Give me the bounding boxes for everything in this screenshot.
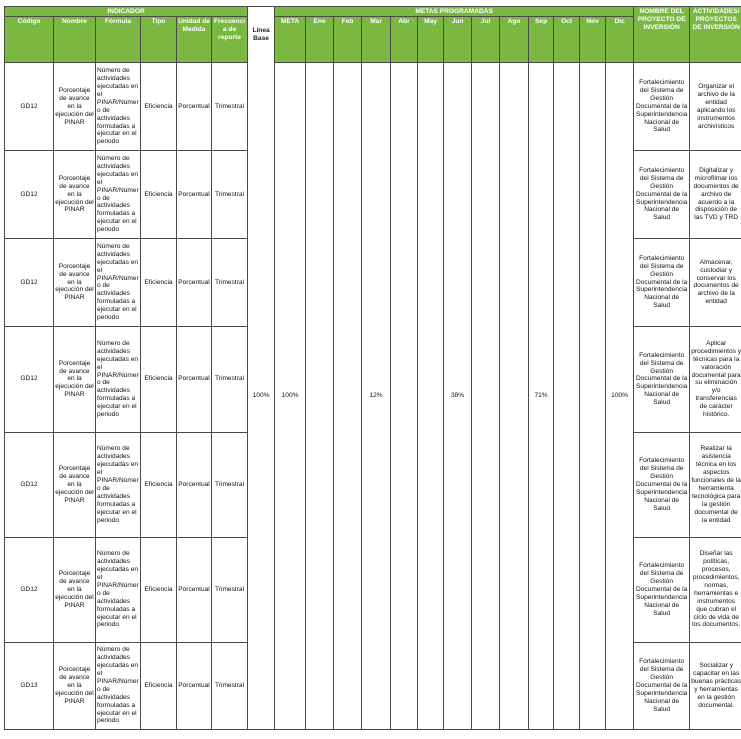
- tipo-header: Tipo: [141, 17, 177, 63]
- month-header: Jul: [472, 17, 500, 63]
- nombre-cell: Porcentaje de avance en la ejecución del PINAR: [54, 63, 96, 151]
- frecuencia-cell: Trimestral: [212, 538, 248, 642]
- frecuencia-cell: Trimestral: [212, 327, 248, 432]
- nombre-cell: Porcentaje de avance en la ejecución del PINAR: [54, 238, 96, 326]
- codigo-cell: GD12: [5, 238, 54, 326]
- tipo-cell: Eficiencia: [141, 432, 177, 537]
- unidad-cell: Porcentual: [177, 642, 212, 729]
- codigo-cell: GD13: [5, 642, 54, 729]
- frecuencia-cell: Trimestral: [212, 63, 248, 151]
- unidad-cell: Porcentual: [177, 327, 212, 432]
- actividades-header: ACTIVIDADES/ PROYECTOS DE INVERSIÓN: [690, 7, 741, 63]
- actividad-cell: Digitalizar y microfilmar los documentos de archivo de acuerdo a la disposición de las TVD y TRD: [690, 151, 741, 238]
- codigo-cell: GD12: [5, 432, 54, 537]
- codigo-cell: GD12: [5, 63, 54, 151]
- proyecto-cell: Fortalecimiento del Sistema de Gestión Documental de la Superintendencia Nacional de Salud: [634, 642, 690, 729]
- indicator-table: [4, 6, 741, 730]
- monthly-target-value: 12%: [362, 63, 391, 730]
- proyecto-cell: Fortalecimiento del Sistema de Gestión Documental de la Superintendencia Nacional de Salud: [634, 238, 690, 326]
- month-header: Jun: [444, 17, 472, 63]
- monthly-target-value: [334, 63, 362, 730]
- formula-cell: Número de actividades ejecutadas en el PINAR/Número de actividades formuladas a ejecutar en el periodo: [96, 151, 141, 238]
- monthly-target-value: [391, 63, 418, 730]
- formula-cell: Número de actividades ejecutadas en el PINAR/Número de actividades formuladas a ejecutar en el periodo: [96, 63, 141, 151]
- unidad-cell: Porcentual: [177, 538, 212, 642]
- codigo-cell: GD12: [5, 151, 54, 238]
- formula-cell: Número de actividades ejecutadas en el PINAR/Número de actividades formuladas a ejecutar en el periodo: [96, 327, 141, 432]
- actividad-cell: Realizar la asistencia técnica en los aspectos funcionales de la herramienta tecnológica para la gestión documental de la entidad: [690, 432, 741, 537]
- monthly-target-value: [500, 63, 529, 730]
- monthly-target-value: [418, 63, 444, 730]
- frecuencia-cell: Trimestral: [212, 642, 248, 729]
- proyecto-cell: Fortalecimiento del Sistema de Gestión Documental de la Superintendencia Nacional de Salud: [634, 63, 690, 151]
- codigo-cell: GD12: [5, 327, 54, 432]
- month-header: Mar: [362, 17, 391, 63]
- proyecto-cell: Fortalecimiento del Sistema de Gestión Documental de la Superintendencia Nacional de Salud: [634, 432, 690, 537]
- nombre-cell: Porcentaje de avance en la ejecución del PINAR: [54, 642, 96, 729]
- tipo-cell: Eficiencia: [141, 327, 177, 432]
- meta-header: META: [275, 17, 306, 63]
- formula-cell: Número de actividades ejecutadas en el PINAR/Número de actividades formuladas a ejecutar en el periodo: [96, 432, 141, 537]
- frecuencia-header: Frecuencia de reporte: [212, 17, 248, 63]
- nombre-cell: Porcentaje de avance en la ejecución del PINAR: [54, 151, 96, 238]
- nombre-cell: Porcentaje de avance en la ejecución del PINAR: [54, 538, 96, 642]
- formula-cell: Número de actividades ejecutadas en el PINAR/Número de actividades formuladas a ejecutar en el periodo: [96, 642, 141, 729]
- proyecto-cell: Fortalecimiento del Sistema de Gestión Documental de la Superintendencia Nacional de Salud: [634, 151, 690, 238]
- actividad-cell: Aplicar procedimientos y técnicas para la valoración documental para su eliminación y/o transferencias de carácter histórico.: [690, 327, 741, 432]
- table-row: [5, 63, 741, 151]
- monthly-target-value: 100%: [606, 63, 634, 730]
- tipo-cell: Eficiencia: [141, 151, 177, 238]
- month-header: Feb: [334, 17, 362, 63]
- nombre-cell: Porcentaje de avance en la ejecución del PINAR: [54, 432, 96, 537]
- monthly-target-value: [472, 63, 500, 730]
- tipo-cell: Eficiencia: [141, 63, 177, 151]
- unidad-cell: Porcentual: [177, 432, 212, 537]
- proyecto-cell: Fortalecimiento del Sistema de Gestión Documental de la Superintendencia Nacional de Salud: [634, 327, 690, 432]
- indicador-group-header: INDICADOR: [5, 7, 248, 17]
- monthly-target-value: 71%: [529, 63, 554, 730]
- tipo-cell: Eficiencia: [141, 538, 177, 642]
- monthly-target-value: 38%: [444, 63, 472, 730]
- formula-cell: Número de actividades ejecutadas en el PINAR/Número de actividades formuladas a ejecutar en el periodo: [96, 238, 141, 326]
- tipo-cell: Eficiencia: [141, 238, 177, 326]
- unidad-cell: Porcentual: [177, 238, 212, 326]
- monthly-target-value: [580, 63, 606, 730]
- unidad-header: Unidad de Medida: [177, 17, 212, 63]
- month-header: Abr: [391, 17, 418, 63]
- tipo-cell: Eficiencia: [141, 642, 177, 729]
- frecuencia-cell: Trimestral: [212, 151, 248, 238]
- frecuencia-cell: Trimestral: [212, 432, 248, 537]
- month-header: Dic: [606, 17, 634, 63]
- actividad-cell: Socializar y capacitar en las buenas prácticas y herramientas en la gestión documental.: [690, 642, 741, 729]
- meta-value: 100%: [275, 63, 306, 730]
- linea-base-value: 100%: [248, 63, 275, 730]
- month-header: Ene: [306, 17, 334, 63]
- monthly-target-value: [306, 63, 334, 730]
- month-header: Ago: [500, 17, 529, 63]
- frecuencia-cell: Trimestral: [212, 238, 248, 326]
- unidad-cell: Porcentual: [177, 151, 212, 238]
- linea-base-header: Línea Base: [248, 7, 275, 63]
- month-header: Nov: [580, 17, 606, 63]
- formula-header: Fórmula: [96, 17, 141, 63]
- proyecto-header: NOMBRE DEL PROYECTO DE INVERSIÓN: [634, 7, 690, 63]
- actividad-cell: Diseñar las políticas, procesos, procedimientos, normas, herramientas e instrumentos que cubran el ciclo de vida de los documentos.: [690, 538, 741, 642]
- codigo-header: Código: [5, 17, 54, 63]
- nombre-cell: Porcentaje de avance en la ejecución del PINAR: [54, 327, 96, 432]
- proyecto-cell: Fortalecimiento del Sistema de Gestión Documental de la Superintendencia Nacional de Salud: [634, 538, 690, 642]
- monthly-target-value: [554, 63, 580, 730]
- unidad-cell: Porcentual: [177, 63, 212, 151]
- actividad-cell: Almacenar, custodiar y conservar los documentos de archivo de la entidad: [690, 238, 741, 326]
- month-header: Sep: [529, 17, 554, 63]
- formula-cell: Número de actividades ejecutadas en el PINAR/Número de actividades formuladas a ejecutar en el periodo: [96, 538, 141, 642]
- month-header: May: [418, 17, 444, 63]
- nombre-header: Nombre: [54, 17, 96, 63]
- codigo-cell: GD12: [5, 538, 54, 642]
- actividad-cell: Organizar el archivo de la entidad aplicando los instrumentos archivísticos: [690, 63, 741, 151]
- metas-programadas-header: METAS PROGRAMADAS: [275, 7, 634, 17]
- month-header: Oct: [554, 17, 580, 63]
